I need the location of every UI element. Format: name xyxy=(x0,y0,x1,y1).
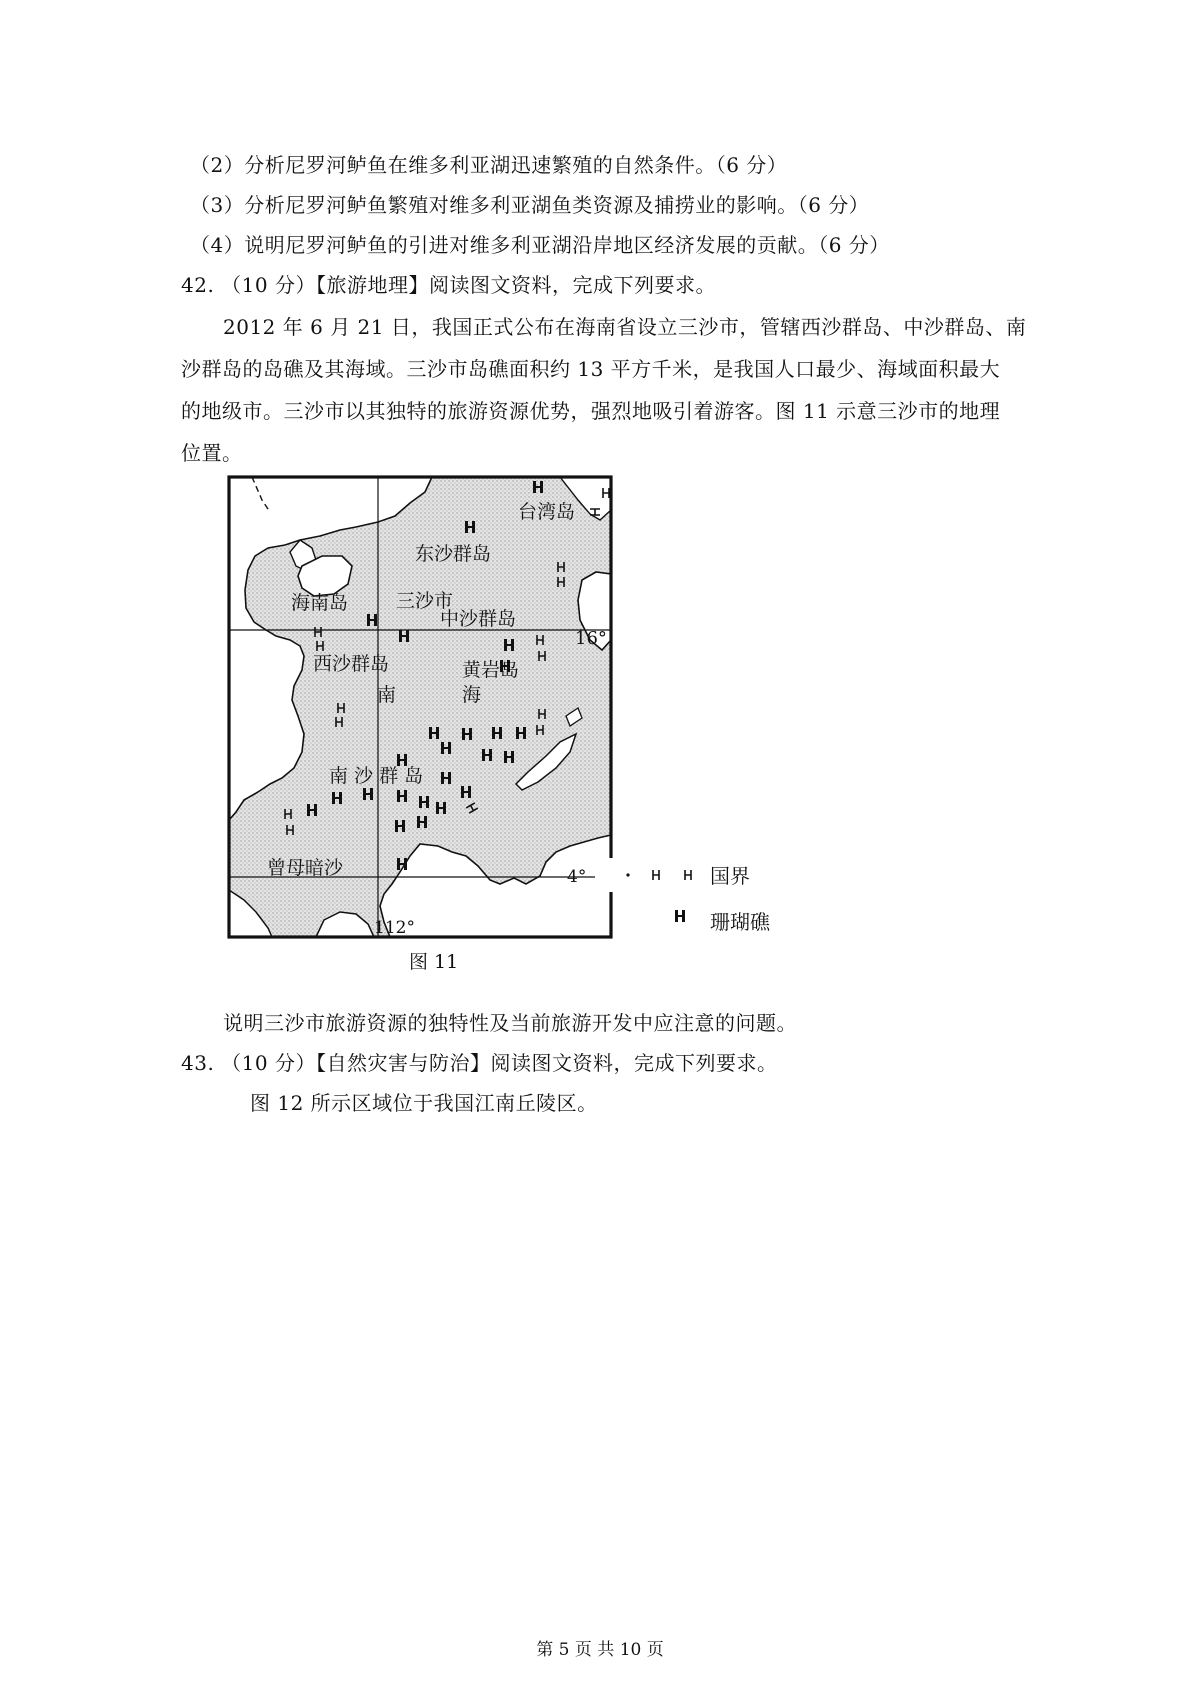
label-nan: 南 xyxy=(377,684,397,706)
legend-border-label: 国界 xyxy=(710,864,750,888)
question-part-4: （4）说明尼罗河鲈鱼的引进对维多利亚湖沿岸地区经济发展的贡献。（6 分） xyxy=(190,233,890,257)
q43-heading: 43. （10 分）【自然灾害与防治】阅读图文资料，完成下列要求。 xyxy=(181,1051,778,1075)
label-hainan: 海南岛 xyxy=(291,592,349,614)
label-lat4: 4° xyxy=(567,867,587,887)
label-lon112: 112° xyxy=(374,918,415,938)
legend-coral-label: 珊瑚礁 xyxy=(710,910,770,934)
label-huangyan: 黄岩岛 xyxy=(462,659,520,681)
q43-paragraph: 图 12 所示区域位于我国江南丘陵区。 xyxy=(250,1091,598,1115)
legend-border xyxy=(626,864,750,888)
label-dongsha: 东沙群岛 xyxy=(415,543,492,565)
label-zhongsha: 中沙群岛 xyxy=(440,608,517,630)
figure-caption: 图 11 xyxy=(409,951,459,973)
q42-paragraph-line: 沙群岛的岛礁及其海域。三沙市岛礁面积约 13 平方千米，是我国人口最少、海域面积最大 xyxy=(181,357,1001,381)
q42-heading: 42. （10 分）【旅游地理】阅读图文资料，完成下列要求。 xyxy=(181,273,716,297)
q42-paragraph-line: 的地级市。三沙市以其独特的旅游资源优势，强烈地吸引着游客。图 11 示意三沙市的地理 xyxy=(181,399,1001,423)
question-part-2: （2）分析尼罗河鲈鱼在维多利亚湖迅速繁殖的自然条件。（6 分） xyxy=(190,153,788,177)
q42-paragraph-line: 位置。 xyxy=(181,441,243,465)
q42-question: 说明三沙市旅游资源的独特性及当前旅游开发中应注意的问题。 xyxy=(223,1011,797,1035)
question-part-3: （3）分析尼罗河鲈鱼繁殖对维多利亚湖鱼类资源及捕捞业的影响。（6 分） xyxy=(190,193,870,217)
label-zengmu: 曾母暗沙 xyxy=(267,857,344,879)
label-nansha: 南 沙 群 岛 xyxy=(329,765,424,787)
label-sansha: 三沙市 xyxy=(396,590,454,612)
label-xisha: 西沙群岛 xyxy=(313,653,390,675)
label-hai: 海 xyxy=(462,684,482,706)
page-footer: 第 5 页 共 10 页 xyxy=(536,1640,664,1660)
q42-paragraph-line: 2012 年 6 月 21 日，我国正式公布在海南省设立三沙市，管辖西沙群岛、中沙群岛、南 xyxy=(223,315,1027,339)
label-lat16: 16° xyxy=(575,628,607,649)
label-taiwan: 台湾岛 xyxy=(518,501,576,523)
legend-coral xyxy=(675,910,771,934)
